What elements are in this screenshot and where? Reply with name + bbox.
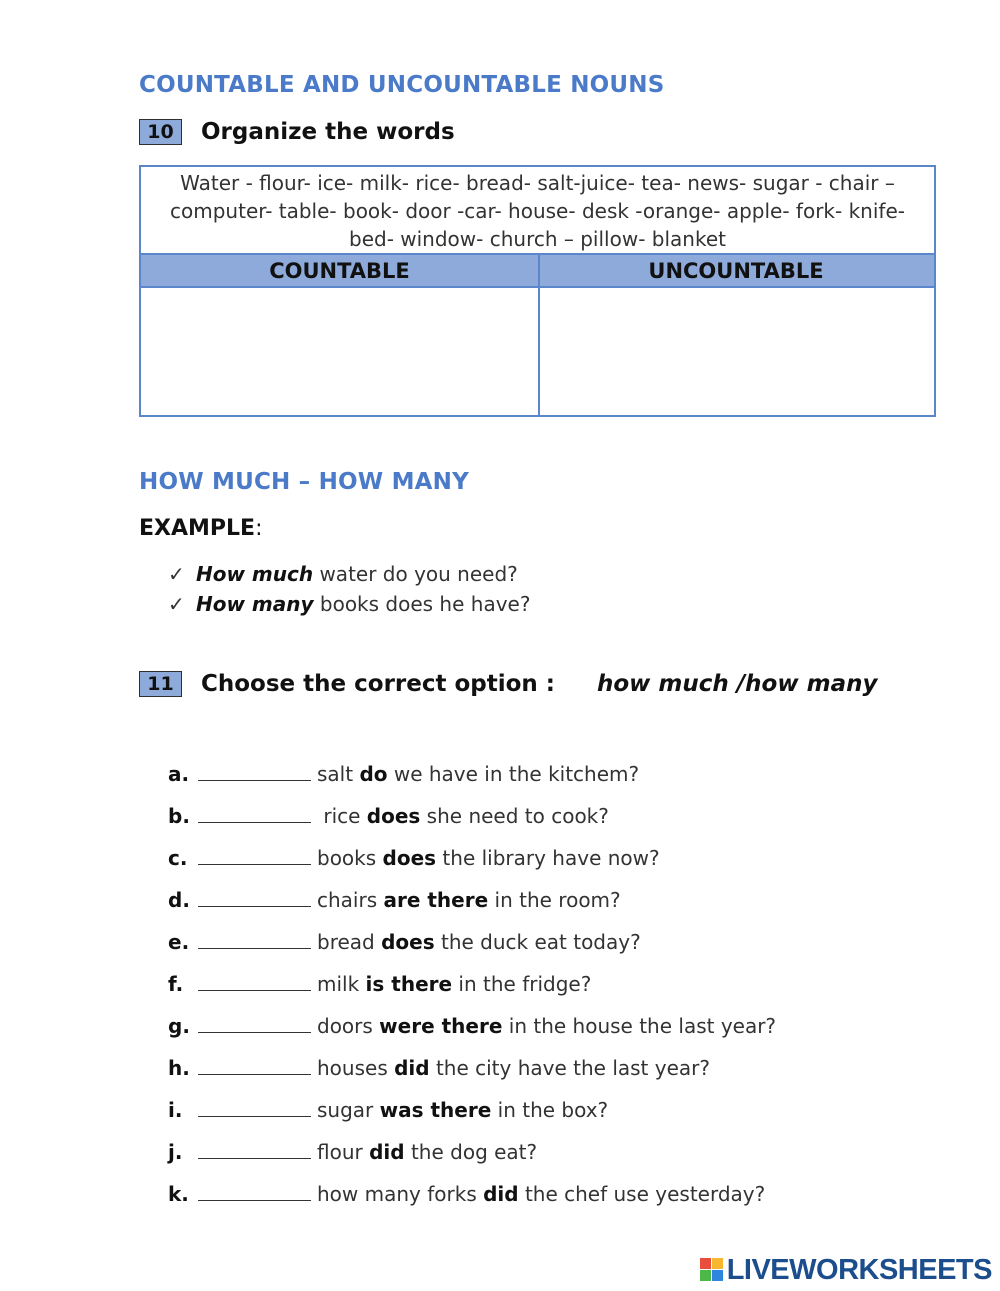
question-verb: does (381, 930, 435, 954)
answer-blank[interactable] (198, 1055, 311, 1075)
exercise-number-11: 11 (139, 671, 182, 697)
answer-blank[interactable] (198, 887, 311, 907)
question-text-end: in the room? (488, 888, 621, 912)
question-letter: h. (168, 1056, 190, 1080)
question-text: salt (317, 762, 360, 786)
question-text-end: the dog eat? (404, 1140, 538, 1164)
word-bank: Water - flour- ice- milk- rice- bread- salt-juice- tea- news- sugar - chair – computer- table- book- door -car- house- desk -orange- apple- fork- knife- bed- window- church – pillow- blanket (170, 171, 905, 251)
question-letter: a. (168, 762, 190, 786)
question-row (168, 801, 609, 831)
column-header-countable: COUNTABLE (141, 253, 538, 288)
question-verb: was there (379, 1098, 492, 1122)
question-text: chairs (317, 888, 384, 912)
question-text-end: in the house the last year? (502, 1014, 777, 1038)
question-text: houses (317, 1056, 395, 1080)
answer-blank[interactable] (198, 1139, 311, 1159)
question-row (168, 843, 660, 873)
answer-blank[interactable] (198, 1013, 311, 1033)
question-text-end: the library have now? (436, 846, 660, 870)
exercise-10-instruction: Organize the words (201, 119, 455, 145)
question-letter: d. (168, 888, 190, 912)
question-letter: e. (168, 930, 190, 954)
question-verb: are there (383, 888, 489, 912)
question-letter: f. (168, 972, 184, 996)
question-letter: i. (168, 1098, 183, 1122)
question-row (168, 1053, 710, 1083)
question-row (168, 759, 639, 789)
question-row (168, 1011, 776, 1041)
logo-mark-icon (700, 1258, 724, 1282)
answer-blank[interactable] (198, 1181, 311, 1201)
question-letter: k. (168, 1182, 189, 1206)
question-verb: does (382, 846, 437, 870)
question-row (168, 1137, 537, 1167)
question-row (168, 1095, 608, 1125)
question-text: flour (317, 1140, 370, 1164)
answer-blank[interactable] (198, 845, 311, 865)
question-letter: c. (168, 846, 188, 870)
question-text-end: in the box? (491, 1098, 609, 1122)
question-text-end: the city have the last year? (429, 1056, 710, 1080)
column-divider (538, 253, 540, 415)
question-letter: b. (168, 804, 190, 828)
question-text-end: we have in the kitchem? (387, 762, 640, 786)
question-text: how many forks (317, 1182, 484, 1206)
question-verb: did (394, 1056, 430, 1080)
question-text: sugar (317, 1098, 380, 1122)
question-row (168, 1179, 765, 1209)
question-verb: is there (365, 972, 453, 996)
question-letter: j. (168, 1140, 183, 1164)
question-text: bread (317, 930, 382, 954)
question-text-end: the chef use yesterday? (518, 1182, 766, 1206)
example-line-2: ✓ How many books does he have? (168, 592, 531, 616)
answer-options: how much /how many (597, 671, 878, 697)
question-text: milk (317, 972, 366, 996)
liveworksheets-logo: LIVEWORKSHEETS (700, 1254, 992, 1287)
exercise-11-instruction: Choose the correct option : (201, 671, 556, 697)
question-text: books (317, 846, 383, 870)
question-verb: were there (379, 1014, 503, 1038)
question-text-end: she need to cook? (420, 804, 609, 828)
question-row (168, 969, 591, 999)
column-header-uncountable: UNCOUNTABLE (538, 253, 934, 288)
question-row (168, 927, 641, 957)
exercise-number-10: 10 (139, 119, 182, 145)
example-label: EXAMPLE: (139, 516, 263, 541)
checkmark-icon: ✓ (168, 592, 185, 616)
answer-blank[interactable] (198, 929, 311, 949)
uncountable-answer-cell[interactable] (540, 288, 934, 415)
question-verb: does (366, 804, 421, 828)
example-line-1: ✓ How much water do you need? (168, 562, 518, 586)
countable-answer-cell[interactable] (141, 288, 538, 415)
section-title-how-much-many: HOW MUCH – HOW MANY (139, 469, 469, 495)
question-verb: do (359, 762, 388, 786)
question-text: doors (317, 1014, 380, 1038)
question-text: rice (317, 804, 367, 828)
word-table (139, 165, 936, 417)
question-verb: did (369, 1140, 405, 1164)
section-title-countable: COUNTABLE AND UNCOUNTABLE NOUNS (139, 72, 665, 98)
question-letter: g. (168, 1014, 190, 1038)
question-text-end: in the fridge? (452, 972, 592, 996)
answer-blank[interactable] (198, 1097, 311, 1117)
answer-blank[interactable] (198, 971, 311, 991)
question-verb: did (483, 1182, 519, 1206)
question-text-end: the duck eat today? (434, 930, 641, 954)
checkmark-icon: ✓ (168, 562, 185, 586)
question-row (168, 885, 621, 915)
answer-blank[interactable] (198, 803, 311, 823)
answer-blank[interactable] (198, 761, 311, 781)
